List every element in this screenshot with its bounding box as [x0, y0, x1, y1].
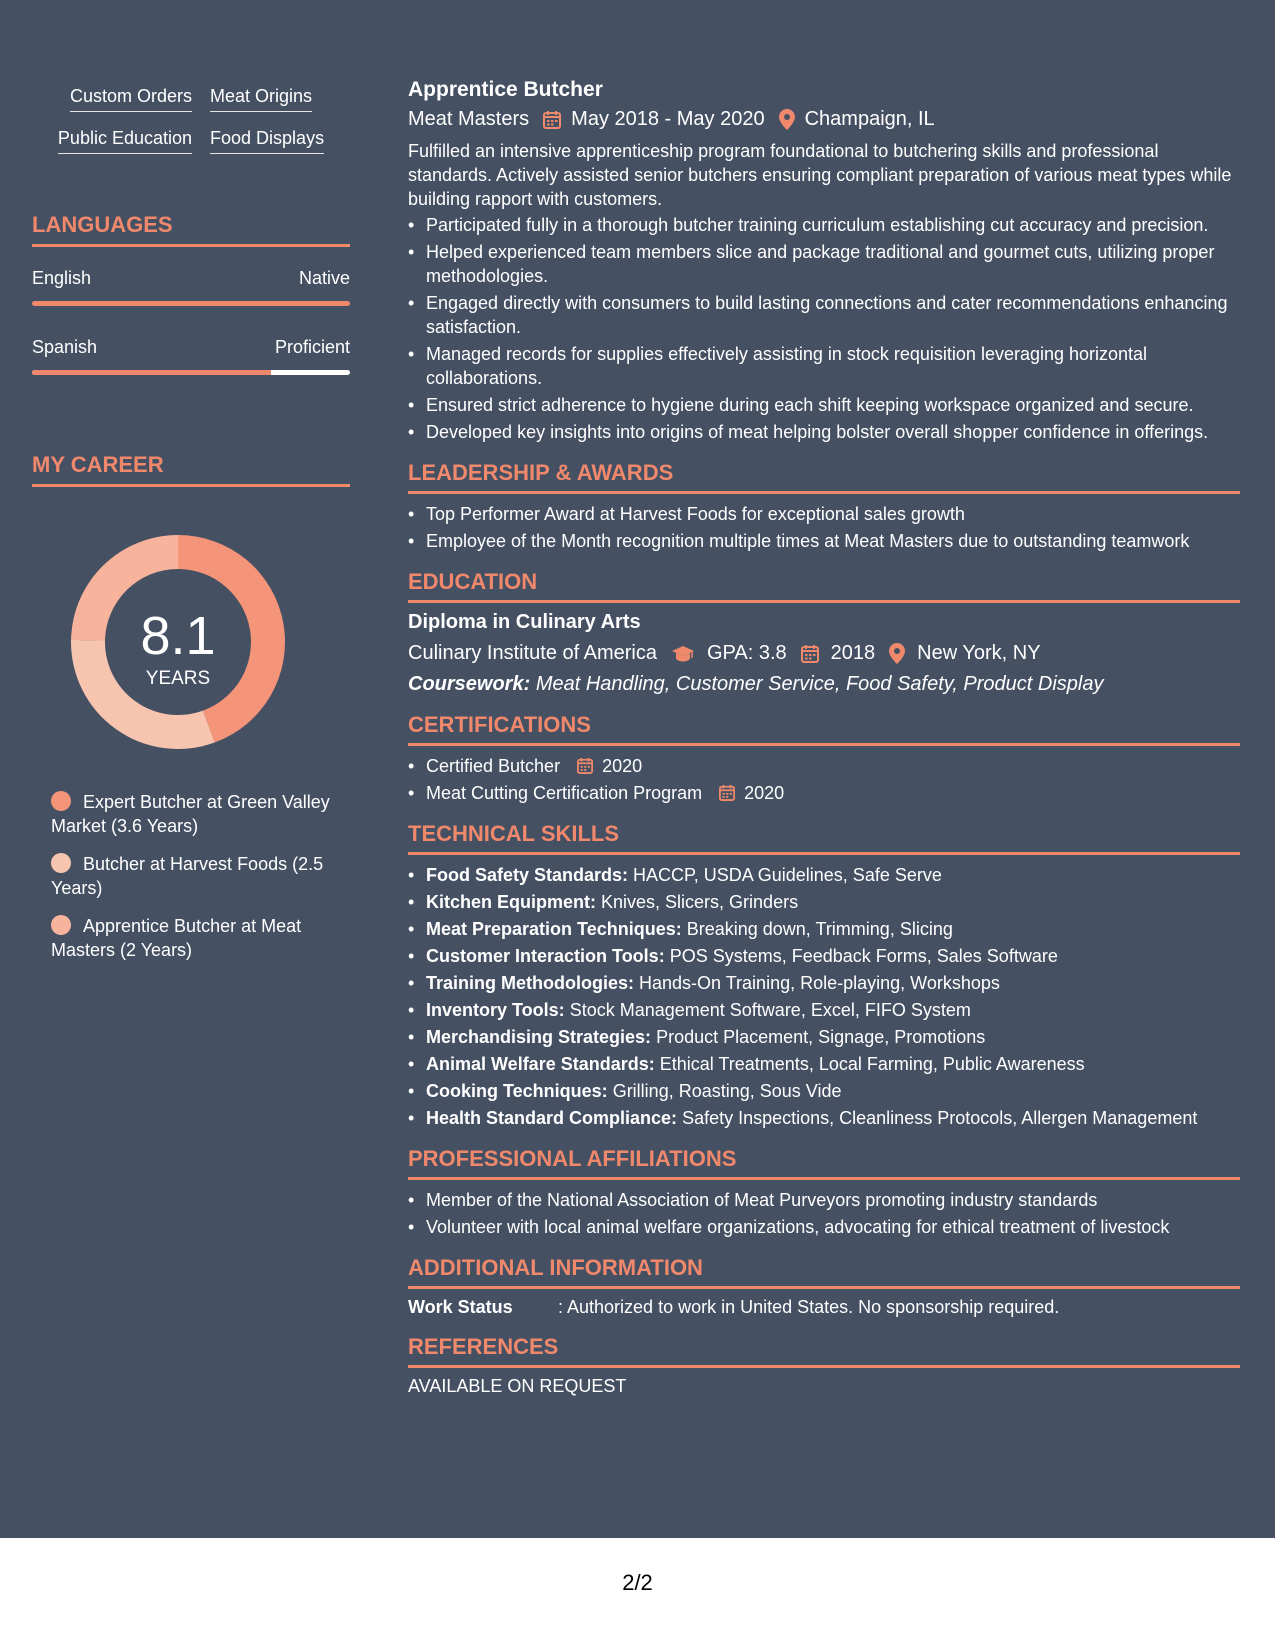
list-item: • Volunteer with local animal welfare organizations, advocating for ethical treatment of livestock: [426, 1215, 1240, 1239]
list-item: • Top Performer Award at Harvest Foods for exceptional sales growth: [426, 502, 1240, 526]
additional-key: Work Status: [408, 1297, 513, 1317]
list-item: • Member of the National Association of Meat Purveyors promoting industry standards: [426, 1188, 1240, 1212]
affiliations-heading: PROFESSIONAL AFFILIATIONS: [408, 1146, 1240, 1180]
skill-item: [426, 971, 1240, 995]
language-bar-fill: [32, 370, 271, 375]
leadership-list: [408, 502, 1240, 553]
skill-category: Health Standard Compliance:: [426, 1108, 678, 1128]
page-number: 2/2: [622, 1570, 653, 1595]
languages-heading: LANGUAGES: [32, 212, 350, 247]
calendar-icon: [719, 784, 735, 801]
skill-values: Knives, Slicers, Grinders: [601, 892, 799, 912]
certification-name: Meat Cutting Certification Program: [426, 783, 703, 803]
additional-info-row: [408, 1297, 1240, 1318]
tag: Public Education: [58, 128, 192, 154]
skill-values: Breaking down, Trimming, Slicing: [686, 919, 953, 939]
education-year: 2018: [830, 642, 876, 664]
calendar-icon: [801, 644, 819, 663]
job-company: Meat Masters: [408, 108, 530, 130]
legend-dot: [51, 853, 71, 873]
language-bar-fill: [32, 301, 350, 306]
list-item: [426, 754, 1240, 778]
list-item: • Developed key insights into origins of meat helping bolster overall shopper confidence in offerings.: [426, 420, 1240, 444]
job-location: Champaign, IL: [804, 108, 935, 130]
skill-category: Customer Interaction Tools:: [426, 946, 665, 966]
list-item: • Employee of the Month recognition multiple times at Meat Masters due to outstanding teamwork: [426, 529, 1240, 553]
skill-values: Grilling, Roasting, Sous Vide: [612, 1081, 842, 1101]
job-dates: May 2018 - May 2020: [571, 108, 765, 130]
education-school: Culinary Institute of America: [408, 642, 657, 664]
affiliations-list: [408, 1188, 1240, 1239]
location-pin-icon: [779, 109, 795, 130]
certifications-list: [408, 754, 1240, 805]
right-column: [408, 78, 1240, 1397]
certification-name: Certified Butcher: [426, 756, 561, 776]
list-item: [426, 781, 1240, 805]
skill-values: Safety Inspections, Cleanliness Protocols, Allergen Management: [682, 1108, 1198, 1128]
graduation-cap-icon: [671, 645, 695, 663]
tag: Meat Origins: [210, 86, 312, 112]
job-bullets: [408, 213, 1240, 444]
education-heading: EDUCATION: [408, 569, 1240, 603]
skill-category: Animal Welfare Standards:: [426, 1054, 655, 1074]
skill-item: [426, 890, 1240, 914]
legend-label: Expert Butcher at Green Valley Market (3.6 Years): [51, 792, 330, 836]
education-degree: Diploma in Culinary Arts: [408, 611, 641, 633]
skill-values: POS Systems, Feedback Forms, Sales Software: [669, 946, 1058, 966]
tag: Food Displays: [210, 128, 324, 154]
language-bar: [32, 301, 350, 306]
job-title: Apprentice Butcher: [408, 78, 603, 101]
career-legend-item: [51, 914, 341, 962]
coursework-label: Coursework:: [408, 673, 531, 695]
skill-category: Kitchen Equipment:: [426, 892, 596, 912]
career-donut-chart: [66, 530, 290, 754]
list-item: • Engaged directly with consumers to build lasting connections and cater recommendations enhancing satisfaction.: [426, 291, 1240, 339]
language-name: English: [32, 268, 92, 288]
skill-item: [426, 917, 1240, 941]
education-location: New York, NY: [917, 642, 1041, 664]
language-level: Proficient: [274, 337, 350, 357]
skill-category: Meat Preparation Techniques:: [426, 919, 682, 939]
skill-item: [426, 1025, 1240, 1049]
additional-heading: ADDITIONAL INFORMATION: [408, 1255, 1240, 1289]
skill-category: Cooking Techniques:: [426, 1081, 608, 1101]
career-total: 8.1: [140, 606, 216, 666]
list-item: • Managed records for supplies effectively assisting in stock requisition leveraging horizontal collaborations.: [426, 342, 1240, 390]
job-summary: Fulfilled an intensive apprenticeship program foundational to butchering skills and professional standards. Actively assisted senior butchers ensuring compliant preparation of various meat types while building rapport with customers.: [408, 141, 1232, 209]
references-heading: REFERENCES: [408, 1334, 1240, 1368]
career-legend-item: [51, 790, 341, 838]
skills-heading: TECHNICAL SKILLS: [408, 821, 1240, 855]
skill-category: Merchandising Strategies:: [426, 1027, 652, 1047]
skill-values: Product Placement, Signage, Promotions: [656, 1027, 986, 1047]
skills-list: [408, 863, 1240, 1130]
legend-label: Apprentice Butcher at Meat Masters (2 Years): [51, 916, 302, 960]
skill-values: Ethical Treatments, Local Farming, Public Awareness: [659, 1054, 1085, 1074]
language-spanish: [32, 337, 350, 375]
legend-dot: [51, 915, 71, 935]
education-meta: [408, 642, 1240, 665]
certification-year: 2020: [744, 783, 785, 803]
language-name: Spanish: [32, 337, 98, 357]
skill-item: [426, 944, 1240, 968]
skill-category: Food Safety Standards:: [426, 865, 629, 885]
legend-label: Butcher at Harvest Foods (2.5 Years): [51, 854, 324, 898]
coursework-text: Meat Handling, Customer Service, Food Safety, Product Display: [535, 673, 1104, 695]
calendar-icon: [577, 757, 593, 774]
certification-year: 2020: [602, 756, 643, 776]
skill-item: [426, 1079, 1240, 1103]
legend-dot: [51, 791, 71, 811]
language-level: Native: [298, 268, 350, 288]
language-english: [32, 268, 350, 306]
education-coursework: [408, 673, 1240, 696]
tag: Custom Orders: [70, 86, 192, 112]
skill-values: Stock Management Software, Excel, FIFO System: [569, 1000, 971, 1020]
skill-category: Inventory Tools:: [426, 1000, 565, 1020]
skill-values: Hands-On Training, Role-playing, Workshops: [639, 973, 1000, 993]
location-pin-icon: [889, 643, 905, 664]
skill-item: [426, 1052, 1240, 1076]
language-bar: [32, 370, 350, 375]
skill-values: HACCP, USDA Guidelines, Safe Serve: [633, 865, 942, 885]
additional-value: : Authorized to work in United States. No sponsorship required.: [558, 1297, 1060, 1317]
list-item: • Helped experienced team members slice and package traditional and gourmet cuts, utilizing proper methodologies.: [426, 240, 1240, 288]
career-legend-item: [51, 852, 341, 900]
interest-tags: [32, 86, 350, 170]
list-item: • Participated fully in a thorough butcher training curriculum establishing cut accuracy and precision.: [426, 213, 1240, 237]
references-text: AVAILABLE ON REQUEST: [408, 1376, 627, 1396]
skill-category: Training Methodologies:: [426, 973, 634, 993]
calendar-icon: [543, 110, 561, 129]
certifications-heading: CERTIFICATIONS: [408, 712, 1240, 746]
career-heading: MY CAREER: [32, 452, 350, 487]
skill-item: [426, 863, 1240, 887]
leadership-heading: LEADERSHIP & AWARDS: [408, 460, 1240, 494]
job-meta: [408, 108, 1240, 131]
career-unit: YEARS: [145, 668, 211, 689]
list-item: • Ensured strict adherence to hygiene during each shift keeping workspace organized and secure.: [426, 393, 1240, 417]
skill-item: [426, 998, 1240, 1022]
education-gpa: GPA: 3.8: [707, 642, 787, 664]
skill-item: [426, 1106, 1240, 1130]
